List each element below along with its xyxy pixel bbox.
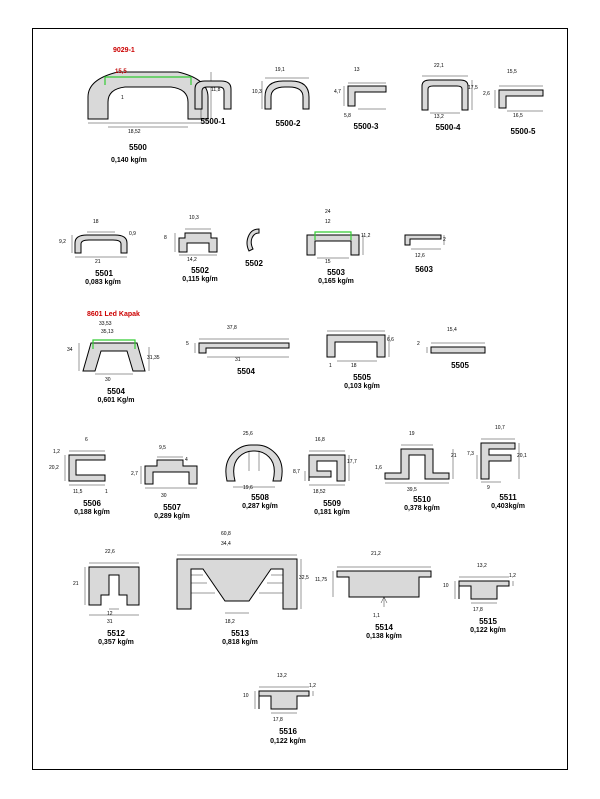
profile-5511-drawing <box>471 435 527 483</box>
profile-5500-name: 5500 <box>129 143 147 152</box>
profile-5603 <box>401 227 447 274</box>
profile-5501-drawing <box>71 227 133 261</box>
profile-5505a-weight: 0,103 kg/m <box>344 383 380 390</box>
profile-5506-name: 5506 <box>83 499 101 508</box>
profile-5504b-dim-0: 37,8 <box>227 325 237 331</box>
profile-5504a-dim-4: 30 <box>105 377 111 383</box>
profile-5505b-drawing <box>423 339 495 361</box>
profile-5516-weight: 0,122 kg/m <box>270 738 306 745</box>
profile-5504a-dim-2: 34 <box>67 347 73 353</box>
profile-5511-dim-1: 7,3 <box>467 451 474 457</box>
profile-5514-dim-2: 1,1 <box>373 613 380 619</box>
profile-5509-name: 5509 <box>323 499 341 508</box>
profile-5500-3-dim-0: 13 <box>354 67 360 73</box>
profile-5500-2-dim-1: 10,3 <box>252 89 262 95</box>
profile-5603-drawing <box>401 227 447 253</box>
profile-5508-dim-0: 25,6 <box>243 431 253 437</box>
profile-5508-name: 5508 <box>251 493 269 502</box>
profile-5500-1-name: 5500-1 <box>200 117 226 126</box>
profile-5505b-name: 5505 <box>451 361 469 370</box>
profile-5506-drawing <box>61 447 121 489</box>
profile-5509-dim-2: 8,7 <box>293 469 300 475</box>
profile-5500-5-dim-1: 16,5 <box>513 113 523 119</box>
profile-5505b-dim-0: 15,4 <box>447 327 457 333</box>
profile-5506-dim-2: 20,2 <box>49 465 59 471</box>
profile-5504a-dim-1: 35,13 <box>101 329 114 335</box>
profile-5502-cap-name: 5502 <box>245 259 263 268</box>
profile-5508-drawing <box>221 441 289 487</box>
profile-5510-drawing <box>381 441 459 487</box>
profile-5504a-code: 8601 Led Kapak <box>87 311 140 318</box>
profile-5502-dim-2: 14,2 <box>187 257 197 263</box>
profile-5516-dim-2: 10 <box>243 693 249 699</box>
profile-5508-weight: 0,287 kg/m <box>242 503 278 510</box>
profile-5505a-drawing <box>321 327 397 367</box>
profile-5509-dim-0: 16,8 <box>315 437 325 443</box>
profile-5500-dim-3: 18,52 <box>128 129 141 135</box>
profile-5513-dim-3: 18,2 <box>225 619 235 625</box>
profile-5512-dim-3: 31 <box>107 619 113 625</box>
profile-5503-weight: 0,165 kg/m <box>318 278 354 285</box>
profile-5501-weight: 0,083 kg/m <box>85 279 121 286</box>
profile-5506-dim-0: 6 <box>85 437 88 443</box>
profile-5514-dim-1: 11,75 <box>315 577 328 583</box>
profile-5500-5-dim-0: 15,5 <box>507 69 517 75</box>
profile-5512-name: 5512 <box>107 629 125 638</box>
profile-5511-dim-3: 9 <box>487 485 490 491</box>
profile-5500-3-drawing <box>338 76 392 116</box>
profile-5509-drawing <box>301 447 363 489</box>
profile-5501-name: 5501 <box>95 269 113 278</box>
profile-5500-2-dim-0: 19,1 <box>275 67 285 73</box>
profile-5506-dim-3: 11,5 <box>73 489 83 495</box>
profile-5506-dim-4: 1 <box>105 489 108 495</box>
profile-5500-3-name: 5500-3 <box>353 122 379 131</box>
profile-5516-name: 5516 <box>279 727 297 736</box>
profile-5505a-dim-2: 1 <box>329 363 332 369</box>
profile-5504b-name: 5504 <box>237 367 255 376</box>
profile-5500-code: 9029-1 <box>113 47 135 54</box>
profile-5503-dim-3: 15 <box>325 259 331 265</box>
profile-5513-dim-2: 32,5 <box>299 575 309 581</box>
profile-5515-dim-2: 10 <box>443 583 449 589</box>
profile-5507-dim-3: 2,7 <box>131 471 138 477</box>
profile-5515-dim-0: 13,2 <box>477 563 487 569</box>
profile-5504a-weight: 0,601 Kg/m <box>97 397 135 404</box>
profile-5510-dim-2: 1,6 <box>375 465 382 471</box>
profile-5516-dim-1: 1,2 <box>309 683 316 689</box>
profile-5511-dim-2: 20,1 <box>517 453 527 459</box>
profile-5500-4-dim-0: 22,1 <box>434 63 444 69</box>
profile-5509-weight: 0,181 kg/m <box>314 509 350 516</box>
profile-5515-dim-1: 1,2 <box>509 573 516 579</box>
profile-5505b-dim-1: 2 <box>417 341 420 347</box>
profile-5502-cap-drawing <box>243 225 265 255</box>
profile-5513-weight: 0,818 kg/m <box>222 639 258 646</box>
profile-5503-dim-0: 24 <box>325 209 331 215</box>
profile-5500-1 <box>191 77 235 126</box>
profile-5503-dim-1: 12 <box>325 219 331 225</box>
profile-5503-name: 5503 <box>327 268 345 277</box>
profile-5500-4-dim-1: 17,5 <box>468 85 478 91</box>
profile-5511-name: 5511 <box>499 493 517 502</box>
profile-5500-5-dim-2: 2,6 <box>483 91 490 97</box>
profile-5504a-name: 5504 <box>107 387 125 396</box>
profile-5512-weight: 0,357 kg/m <box>98 639 134 646</box>
profile-5515-dim-3: 17,8 <box>473 607 483 613</box>
profile-5504a-dim-0: 33,53 <box>99 321 112 327</box>
profile-5504a-drawing <box>75 337 155 377</box>
profile-5500-5-drawing <box>491 78 551 118</box>
profile-5506-weight: 0,188 kg/m <box>74 509 110 516</box>
profile-5500-weight: 0,140 kg/m <box>111 157 147 164</box>
sheet-border <box>32 28 568 770</box>
profile-5500-4-name: 5500-4 <box>435 123 461 132</box>
profile-5500-4-dim-2: 13,2 <box>434 114 444 120</box>
profile-5515-weight: 0,122 kg/m <box>470 627 506 634</box>
profile-5503-dim-2: 11,2 <box>361 233 371 239</box>
profile-5504b-drawing <box>193 335 297 361</box>
profile-5507-weight: 0,289 kg/m <box>154 513 190 520</box>
profile-5510-dim-3: 39,5 <box>407 487 417 493</box>
profile-5511-dim-0: 10,7 <box>495 425 505 431</box>
profile-5502-drawing <box>173 224 227 260</box>
profile-5505a-name: 5505 <box>353 373 371 382</box>
profile-5508-dim-1: 19,6 <box>243 485 253 491</box>
profile-5511-weight: 0,403kg/m <box>491 503 525 510</box>
profile-5500-dim-0: 15,5 <box>115 69 127 75</box>
profile-5507-name: 5507 <box>163 503 181 512</box>
profile-5505a-dim-0: 6,6 <box>387 337 394 343</box>
profile-5512-dim-2: 12 <box>107 611 113 617</box>
profile-5513-name: 5513 <box>231 629 249 638</box>
profile-5500-2-drawing <box>261 75 313 115</box>
profile-5502-cap <box>243 225 265 268</box>
profile-5501-dim-3: 21 <box>95 259 101 265</box>
profile-5514-drawing <box>331 563 441 609</box>
profile-5513-dim-0: 60,8 <box>221 531 231 537</box>
profile-5514-name: 5514 <box>375 623 393 632</box>
profile-5507-dim-2: 30 <box>161 493 167 499</box>
profile-5510-dim-1: 21 <box>451 453 457 459</box>
profile-5516-dim-0: 13,2 <box>277 673 287 679</box>
profile-5502-weight: 0,115 kg/m <box>182 276 218 283</box>
profile-5500-3-dim-1: 4,7 <box>334 89 341 95</box>
profile-5502-dim-1: 8 <box>164 235 167 241</box>
profile-5501-dim-1: 9,2 <box>59 239 66 245</box>
profile-5502-name: 5502 <box>191 266 209 275</box>
profile-5504b-dim-1: 31 <box>235 357 241 363</box>
profile-5500-5-name: 5500-5 <box>510 127 536 136</box>
profile-5603-dim-0: 12,6 <box>415 253 425 259</box>
profile-5500-4-drawing <box>418 72 478 116</box>
profile-5516-dim-3: 17,8 <box>273 717 283 723</box>
profile-5507-dim-0: 9,5 <box>159 445 166 451</box>
profile-5513-drawing <box>171 551 307 617</box>
profile-5509-dim-1: 17,7 <box>347 459 357 465</box>
profile-5500-dim-1: 11,8 <box>211 87 221 93</box>
profile-5515-name: 5515 <box>479 617 497 626</box>
profile-5500-1-drawing <box>191 77 235 111</box>
profile-5512-drawing <box>81 559 153 613</box>
profile-5512-dim-1: 21 <box>73 581 79 587</box>
profile-5513-dim-1: 34,4 <box>221 541 231 547</box>
profile-5510-name: 5510 <box>413 495 431 504</box>
profile-5506-dim-1: 1,2 <box>53 449 60 455</box>
profile-5514-dim-0: 21,2 <box>371 551 381 557</box>
profile-5512-dim-0: 22,6 <box>105 549 115 555</box>
profile-5507-drawing <box>139 454 207 492</box>
profile-5500-3-dim-2: 5,8 <box>344 113 351 119</box>
profile-5504b-dim-2: 5 <box>186 341 189 347</box>
profile-5502-dim-0: 10,3 <box>189 215 199 221</box>
profile-5510-dim-0: 19 <box>409 431 415 437</box>
profile-5507-dim-1: 4 <box>185 457 188 463</box>
profile-5509-dim-3: 18,52 <box>313 489 326 495</box>
profile-5603-dim-1: 2 <box>443 237 446 243</box>
profile-5514-weight: 0,138 kg/m <box>366 633 402 640</box>
profile-5501-dim-0: 18 <box>93 219 99 225</box>
profile-5500-dim-2: 1 <box>121 95 124 101</box>
profile-5504a-dim-3: 31,35 <box>147 355 160 361</box>
profile-5500-2-name: 5500-2 <box>275 119 301 128</box>
profile-5603-name: 5603 <box>415 265 433 274</box>
profile-5510-weight: 0,378 kg/m <box>404 505 440 512</box>
profile-5501-dim-2: 0,9 <box>129 231 136 237</box>
profile-5505a-dim-1: 18 <box>351 363 357 369</box>
